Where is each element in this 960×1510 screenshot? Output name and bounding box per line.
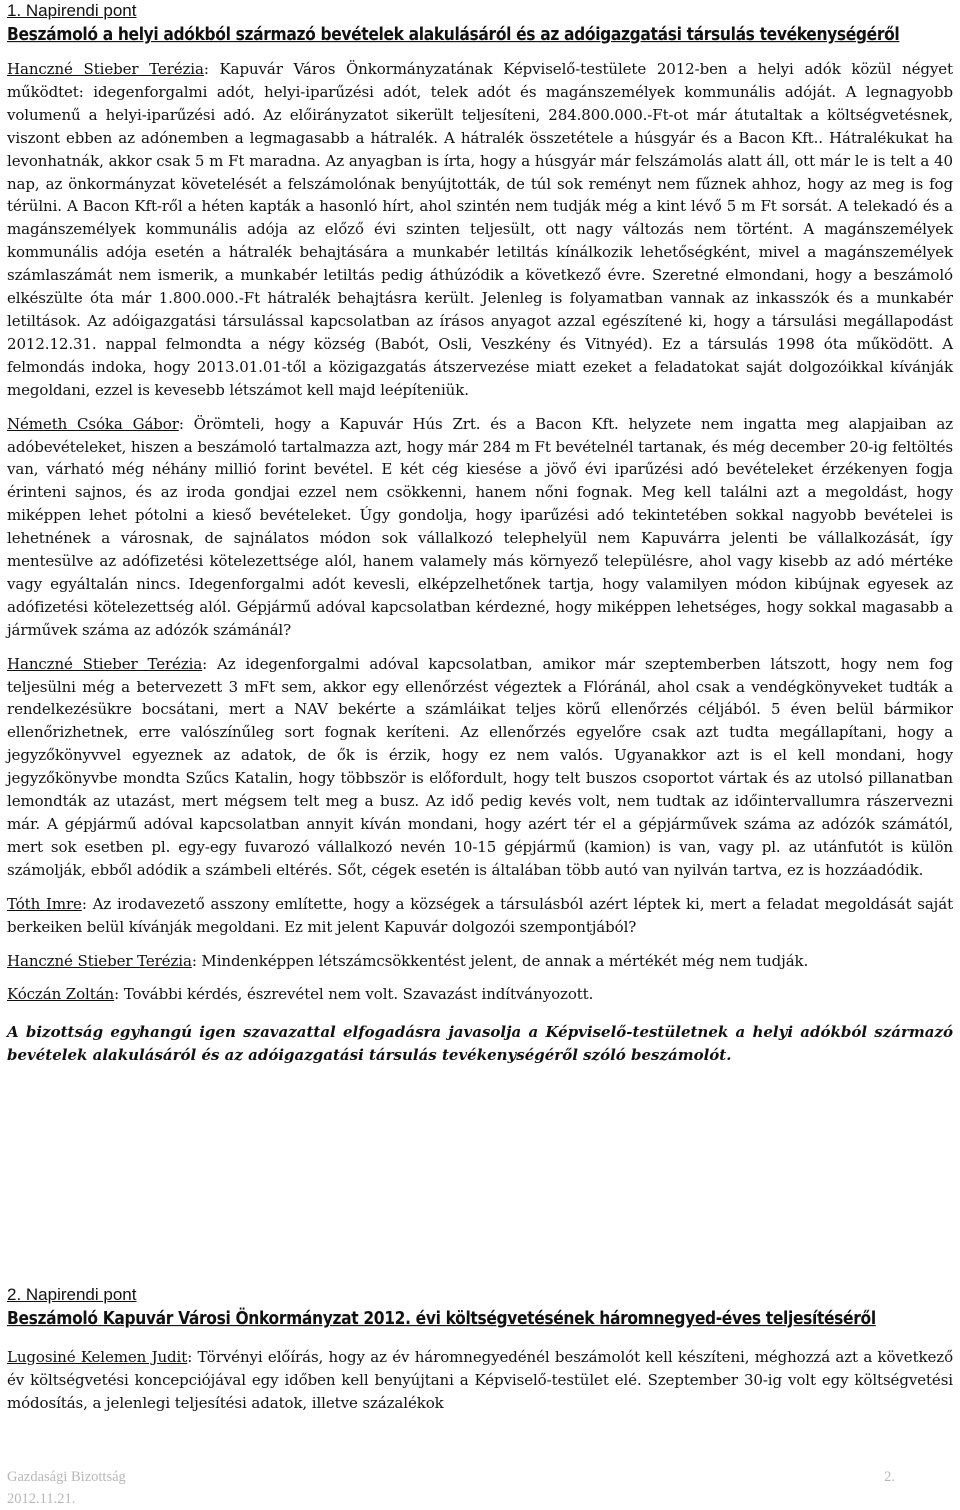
paragraph-lugosi (7, 1346, 953, 1415)
agenda-1-number: 1. Napirendi pont (7, 1, 137, 20)
paragraph-toth (7, 893, 953, 939)
speaker-name: Kóczán Zoltán (7, 985, 115, 1004)
footer-page-number: 2. (884, 1469, 895, 1485)
paragraph-hancz-2 (7, 653, 953, 882)
agenda-2-number: 2. Napirendi pont (7, 1285, 137, 1304)
footer-date: 2012.11.21. (7, 1491, 76, 1507)
section-agenda-1 (7, 0, 953, 1067)
committee-resolution: A bizottság egyhangú igen szavazattal elfogadásra javasolja a Képviselő-testületnek a helyi adókból származó bevételek alakulásáról és az adóigazgatási társulás tevékenységéről szóló beszámolót. (7, 1023, 953, 1065)
speaker-name: Hanczné Stieber Terézia (7, 951, 192, 970)
paragraph-text: : Az idegenforgalmi adóval kapcsolatban, amikor már szeptemberben látszott, hogy nem fog teljesülni még a betervezett 3 mFt sem, akkor egy ellenőrzést végeztek a Flóránál, ahol csak a vendégkönyveket tudták a rendelkezésükre bocsátani, mert a NAV bekérte a számláikat teljes körű ellenőrzés céljából. 5 éven belül bármikor ellenőrizhetnek, erre valószínűleg sort fognak keríteni. Az ellenőrzés egyelőre csak azt tudta megállapítani, hogy a jegyzőkönyvvel egyeznek az adatok, de ők is érzik, hogy ez nem valós. Ugyanakkor azt is el kell mondani, hogy jegyzőkönyvbe mondta Szűcs Katalin, hogy többször is előfordult, hogy telt buszos csoportot vártak és az utolsó pillanatban lemondták az utazást, mert mégsem telt meg a busz. Az idő pedig kevés volt, nem tudtak az időintervallumra rászervezni már. A gépjármű adóval kapcsolatban annyit kíván mondani, hogy azért tér el a gépjárművek száma az adózók számától, mert sok esetben pl. egy-egy fuvarozó vállalkozó nevén 10-15 gépjármű (kamion) is van, vagy pl. az utánfutót is külön számolják, ebből adódik a számbeli eltérés. Sőt, cégek esetén is általában több autó van nyilván tartva, ez is hozzáadódik. (7, 654, 953, 879)
speaker-name: Németh Csóka Gábor (7, 414, 179, 433)
paragraph-koczan (7, 983, 953, 1006)
speaker-name: Hanczné Stieber Terézia (7, 60, 204, 78)
agenda-2-title: Beszámoló Kapuvár Városi Önkormányzat 2012. évi költségvetésének háromnegyed-éves teljesítéséről (7, 1308, 876, 1329)
paragraph-nemeth (7, 413, 953, 642)
section-agenda-2 (7, 1284, 953, 1415)
paragraph-hancz-1 (7, 58, 953, 402)
paragraph-text: : További kérdés, észrevétel nem volt. Szavazást indítványozott. (114, 985, 594, 1004)
agenda-1-title: Beszámoló a helyi adókból származó bevételek alakulásáról és az adóigazgatási társulás tevékenységéről (7, 24, 900, 45)
paragraph-text: : Mindenképpen létszámcsökkentést jelent, de annak a mértékét még nem tudják. (191, 951, 809, 970)
paragraph-text: : Kapuvár Város Önkormányzatának Képviselő-testülete 2012-ben a helyi adók közül négyet működtet: idegenforgalmi adót, helyi-iparűzési adót, telek adót és magánszemélyek kommunális adóját. A legnagyobb volumenű a helyi-iparűzési adó. Az előirányzatot sikerült teljesíteni, 284.800.000.-Ft-ot már átutaltak a költségvetésnek, viszont ebben az adónemben a legmagasabb a hátralék. A hátralék összetétele a húsgyár és a Bacon Kft.. Hátralékukat ha levonhatnák, akkor csak 5 m Ft maradna. Az anyagban is írta, hogy a húsgyár már felszámolás alatt áll, ott már le is telt a 40 nap, az önkormányzat követelését a felszámolónak benyújtották, de túl sok reményt nem fűznek ahhoz, hogy az meg is fog térülni. A Bacon Kft-ről a héten kapták a hasonló hírt, ahol szintén nem tudják még a kint lévő 5 m Ft sorsát. A telekadó és a magánszemélyek kommunális adója az előző évi szinten teljesült, ott nagy változás nem történt. A magánszemélyek kommunális adója esetén a hátralék behajtására a munkabér letiltás kínálkozik lehetőségként, mivel a magánszemélyek számlaszámát nem ismerik, a munkabér letiltás pedig áthúzódik a következő évre. Szeretné elmondani, hogy a beszámoló elkészülte óta már 1.800.000.-Ft hátralék behajtásra került. Jelenleg is folyamatban vannak az inkasszók és a munkabér letiltások. Az adóigazgatási társulással kapcsolatban az írásos anyagot azzal egészítené ki, hogy a társulási megállapodást 2012.12.31. nappal felmondta a négy község (Babót, Osli, Veszkény és Vitnyéd). Ez a társulás 1998 óta működött. A felmondás indoka, hogy 2013.01.01-től a közigazgatás átszervezése miatt ezeket a feladatokat saját dolgozóikkal kívánják megoldani, ezzel is kevesebb létszámot kell majd leépíteniük. (7, 60, 953, 399)
speaker-name: Hanczné Stieber Terézia (7, 654, 203, 673)
paragraph-text: : Törvényi előírás, hogy az év háromnegyedénél beszámolót kell készíteni, méghozzá azt a következő év költségvetési koncepciójával egy időben kell benyújtani a Képviselő-testület elé. Szeptember 30-ig volt egy költségvetési módosítás, a jelenlegi teljesítési adatok, illetve százalékok (7, 1348, 953, 1412)
paragraph-text: : Örömteli, hogy a Kapuvár Hús Zrt. és a Bacon Kft. helyzete nem ingatta meg alapjaiban az adóbevételeket, hiszen a beszámoló tartalmazza azt, hogy már 284 m Ft bevételnél tartanak, és még december 20-ig feltöltés van, várható még néhány millió forint bevétel. E két cég kiesése a jövő évi iparűzési adó bevételeket érzékenyen fogja érinteni sajnos, és az iroda gondjai ezzel nem csökkenni, hanem nőni fognak. Meg kell találni azt a megoldást, hogy miképpen lehet pótolni a kieső bevételeket. Úgy gondolja, hogy iparűzési adó tekintetében sokkal nagyobb bevételei is lehetnének a városnak, de sajnálatos módon sok vállalkozó telephelyül nem Kapuvárra jelenti be vállalkozását, így mentesülve az adófizetési kötelezettsége alól, hanem valamely más környező településre, ahol vagy kisebb az adó mértéke vagy egyáltalán nincs. Idegenforgalmi adót kevesli, elképzelhetőnek tartja, hogy valamilyen módon kibújnak egyesek az adófizetési kötelezettség alól. Gépjármű adóval kapcsolatban kérdezné, hogy miképpen lehetséges, hogy sokkal magasabb a járművek száma az adózók számánál? (7, 414, 953, 639)
speaker-name: Tóth Imre (7, 894, 82, 913)
speaker-name: Lugosiné Kelemen Judit (7, 1348, 188, 1366)
page-footer (7, 1466, 953, 1510)
paragraph-text: : Az irodavezető asszony említette, hogy a községek a társulásból azért léptek ki, mert a feladat megoldását saját berkeiken belül kívánják megoldani. Ez mit jelent Kapuvár dolgozói szempontjából? (7, 894, 953, 936)
paragraph-hancz-3 (7, 950, 953, 973)
footer-committee: Gazdasági Bizottság (7, 1469, 126, 1485)
